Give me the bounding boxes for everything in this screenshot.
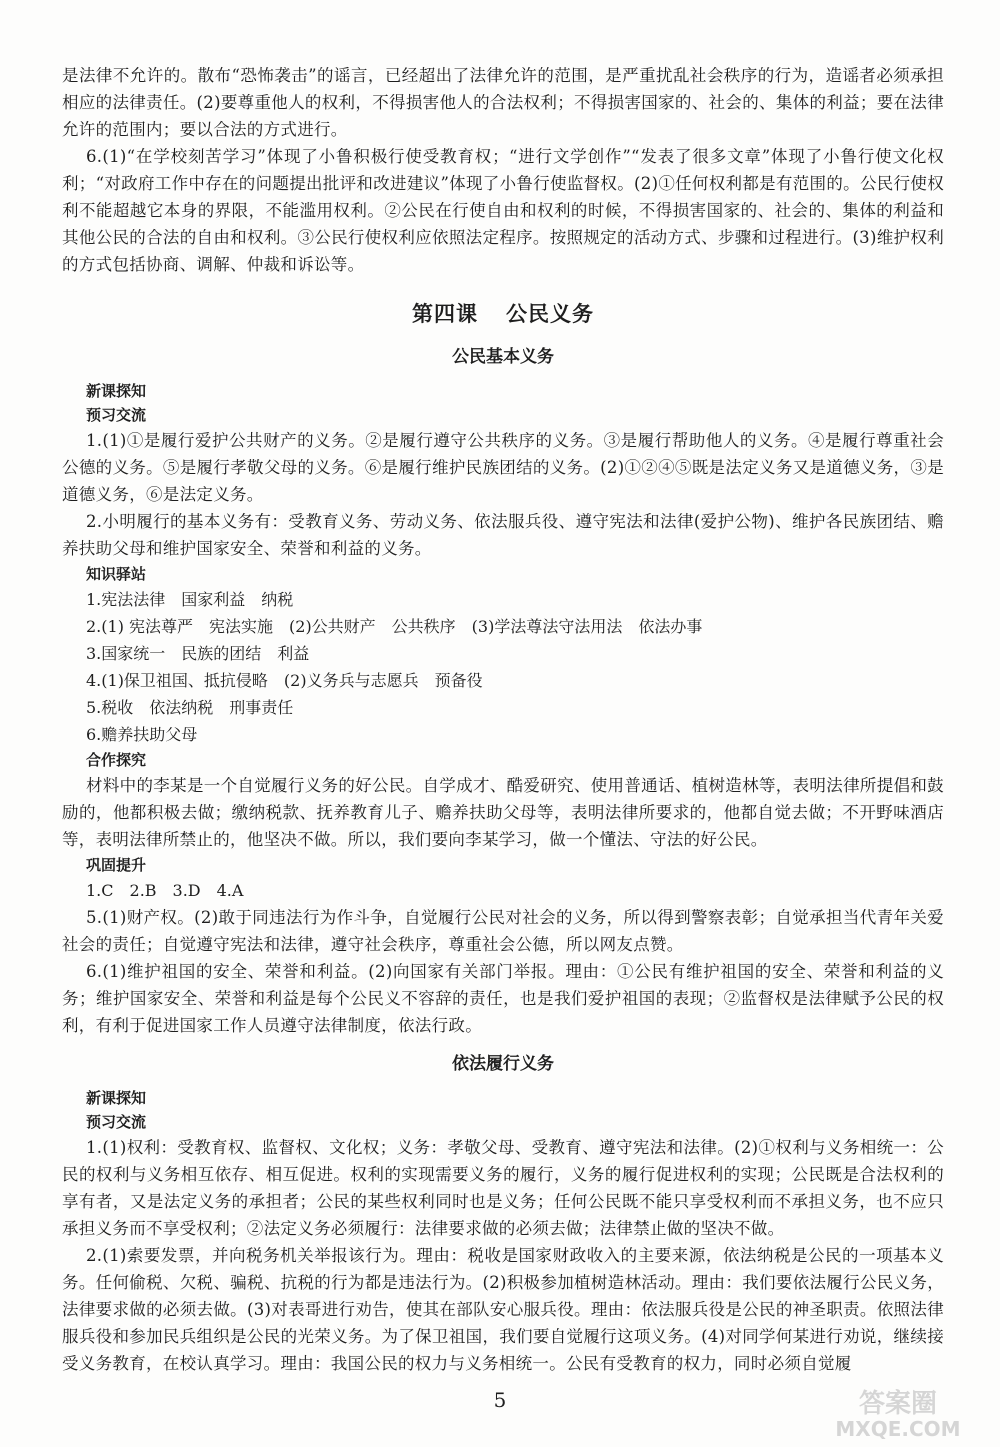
paragraph-preview-1: 1.(1)权利：受教育权、监督权、文化权；义务：孝敬父母、受教育、遵守宪法和法律。(2)①权利与义务相统一：公民的权利与义务相互依存、相互促进。权利的实现需要义务的履行，义务的履行促进权利的实现；公民既是合法权利的享有者，又是法定义务的承担者；公民的某些权利同时也是义务；任何公民既不能只享受权利而不承担义务，也不应只承担义务而不享受权利；②法定义务必须履行：法律要求做的必须去做；法律禁止做的坚决不做。 xyxy=(62,1138,944,1238)
knowledge-item: 6.赡养扶助父母 xyxy=(86,725,198,744)
paragraph-preview-2: 2.(1)索要发票，并向税务机关举报该行为。理由：税收是国家财政收入的主要来源，依法纳税是公民的一项基本义务。任何偷税、欠税、骗税、抗税的行为都是违法行为。(2)积极参加植树造林活动。理由：我们要依法履行公民义务，法律要求做的必须去做。(3)对表哥进行劝告，使其在部队安心服兵役。理由：依法服兵役是公民的神圣职责。依照法律服兵役和参加民兵组织是公民的光荣义务。为了保卫祖国，我们要自觉履行这项义务。(4)对同学何某进行劝说，继续接受义务教育，在校认真学习。理由：我国公民的权力与义务相统一。公民有受教育的权力，同时必须自觉履 xyxy=(62,1246,944,1373)
watermark-text: 答案圈 xyxy=(858,1389,938,1419)
paragraph-preview-2: 2.小明履行的基本义务有：受教育义务、劳动义务、依法服兵役、遵守宪法和法律(爱护公物)、维护各民族团结、赡养扶助父母和维护国家安全、荣誉和利益的义务。 xyxy=(62,512,944,558)
paragraph-intro-1: 是法律不允许的。散布“恐怖袭击”的谣言，已经超出了法律允许的范围，是严重扰乱社会秩序的行为，造谣者必须承担相应的法律责任。(2)要尊重他人的权利，不得损害他人的合法权利；不得损害国家的、社会的、集体的利益；要在法律允许的范围内；要以合法的方式进行。 xyxy=(62,66,944,139)
paragraph-answer-6: 6.(1)维护祖国的安全、荣誉和利益。(2)向国家有关部门举报。理由：①公民有维护祖国的安全、荣誉和利益的义务；维护国家安全、荣誉和利益是每个公民义不容辞的责任，也是我们爱护祖国的表现；②监督权是法律赋予公民的权利，有利于促进国家工作人员遵守法律制度，依法行政。 xyxy=(62,962,944,1035)
subheading-consolidate: 巩固提升 xyxy=(86,856,147,874)
watermark-url: MXQE.COM xyxy=(835,1417,961,1441)
paragraph-preview-1: 1.(1)①是履行爱护公共财产的义务。②是履行遵守公共秩序的义务。③是履行帮助他人的义务。④是履行尊重社会公德的义务。⑤是履行孝敬父母的义务。⑥是履行维护民族团结的义务。(2)①②④⑤既是法定义务又是道德义务，③是道德义务，⑥是法定义务。 xyxy=(62,431,944,504)
multiple-choice-answers: 1.C 2.B 3.D 4.A xyxy=(86,881,244,900)
page-number: 5 xyxy=(493,1388,507,1412)
subheading-preview: 预习交流 xyxy=(86,406,147,424)
knowledge-item: 2.(1) 宪法尊严 宪法实施 (2)公共财产 公共秩序 (3)学法尊法守法用法 依法办事 xyxy=(86,617,703,636)
document-page xyxy=(62,62,944,1377)
knowledge-item: 3.国家统一 民族的团结 利益 xyxy=(86,644,310,663)
lesson-name: 公民义务 xyxy=(506,302,594,326)
section-title-basic-duties: 公民基本义务 xyxy=(452,347,554,367)
knowledge-item: 5.税收 依法纳税 刑事责任 xyxy=(86,698,294,717)
knowledge-item: 4.(1)保卫祖国、抵抗侵略 (2)义务兵与志愿兵 预备役 xyxy=(86,671,483,690)
paragraph-intro-2: 6.(1)“在学校刻苦学习”体现了小鲁积极行使受教育权；“进行文学创作”“发表了很多文章”体现了小鲁行使文化权利；“对政府工作中存在的问题提出批评和改进建议”体现了小鲁行使监督权。(2)①任何权利都是有范围的。公民行使权利不能超越它本身的界限，不能滥用权利。②公民在行使自由和权利的时候，不得损害国家的、社会的、集体的利益和其他公民的合法的自由和权利。③公民行使权利应依照法定程序。按照规定的活动方式、步骤和过程进行。(3)维护权利的方式包括协商、调解、仲裁和诉讼等。 xyxy=(62,147,944,274)
paragraph-cooperation: 材料中的李某是一个自觉履行义务的好公民。自学成才、酷爱研究、使用普通话、植树造林等，表明法律所提倡和鼓励的，他都积极去做；缴纳税款、抚养教育儿子、赡养扶助父母等，表明法律所要求的，他都自觉去做；不开野味酒店等，表明法律所禁止的，他坚决不做。所以，我们要向李某学习，做一个懂法、守法的好公民。 xyxy=(62,776,944,849)
subheading-preview: 预习交流 xyxy=(86,1113,147,1131)
section-title-fulfill-duties: 依法履行义务 xyxy=(452,1054,554,1074)
lesson-title xyxy=(62,298,944,328)
lesson-number: 第四课 xyxy=(412,302,478,326)
subheading-knowledge: 知识驿站 xyxy=(86,565,147,583)
paragraph-answer-5: 5.(1)财产权。(2)敢于同违法行为作斗争，自觉履行公民对社会的义务，所以得到警察表彰；自觉承担当代青年关爱社会的责任；自觉遵守宪法和法律，遵守社会秩序，尊重社会公德，所以网友点赞。 xyxy=(62,908,944,954)
watermark-logo xyxy=(808,1382,988,1442)
subheading-new-lesson: 新课探知 xyxy=(86,1089,147,1107)
subheading-new-lesson: 新课探知 xyxy=(86,382,147,400)
knowledge-item: 1.宪法法律 国家利益 纳税 xyxy=(86,590,294,609)
subheading-cooperation: 合作探究 xyxy=(86,751,147,769)
